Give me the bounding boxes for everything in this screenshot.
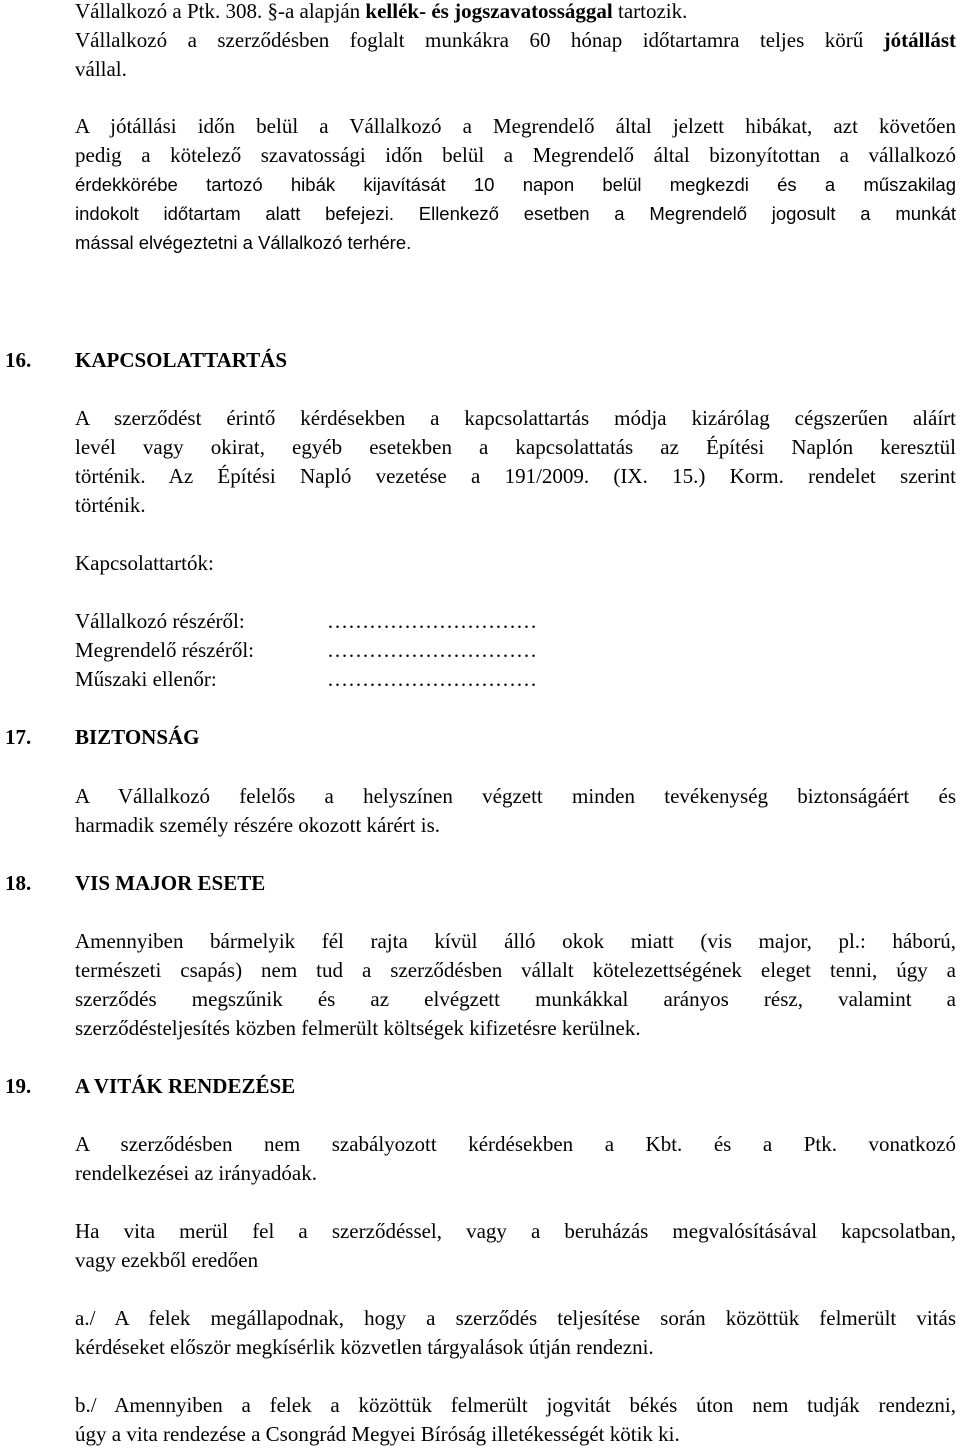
section-16-heading: 16. KAPCSOLATTARTÁS [5,348,288,372]
s19-p2-line-2: vagy ezekből eredően [75,1248,259,1272]
intro-line-2: Vállalkozó a szerződésben foglalt munkákra 60 hónap időtartamra teljes körű jótállást [75,28,956,52]
contact-value-inspector: ………………………… [327,667,537,691]
s16-line-1: A szerződést érintő kérdésekben a kapcsolattartás módja kizárólag cégszerűen aláírt [75,406,956,430]
s18-line-4: szerződésteljesítés közben felmerült költségek kifizetésre kerülnek. [75,1016,641,1040]
section-19-heading: 19. A VITÁK RENDEZÉSE [5,1074,296,1098]
s18-line-1: Amennyiben bármelyik fél rajta kívül álló okok miatt (vis major, pl.: háború, [75,929,956,953]
s19-p3-line-2: kérdéseket először megkísérlik közvetlen tárgyalások útján rendezni. [75,1335,654,1359]
intro-line-1: Vállalkozó a Ptk. 308. §-a alapján kellék- és jogszavatossággal tartozik. [75,0,688,23]
warranty-line-4: indokolt időtartam alatt befejezi. Ellenkező esetben a Megrendelő jogosult a munkát [75,203,956,224]
s18-line-2: természeti csapás) nem tud a szerződésben vállalt kötelezettségének eleget tenni, úgy a [75,958,956,982]
s17-line-1: A Vállalkozó felelős a helyszínen végzett minden tevékenység biztonságáért és [75,784,956,808]
contacts-title: Kapcsolattartók: [75,551,214,575]
section-18-heading: 18. VIS MAJOR ESETE [5,871,266,895]
contact-label-contractor: Vállalkozó részéről: [75,609,245,633]
s19-p1-line-1: A szerződésben nem szabályozott kérdésekben a Kbt. és a Ptk. vonatkozó [75,1132,956,1156]
section-17-heading: 17. BIZTONSÁG [5,725,200,749]
contact-value-client: ………………………… [327,638,537,662]
s17-line-2: harmadik személy részére okozott kárért is. [75,813,441,837]
warranty-line-2: pedig a kötelező szavatossági időn belül a Megrendelő által bizonyítottan a vállalkozó [75,143,956,167]
contact-label-client: Megrendelő részéről: [75,638,255,662]
intro-line-3: vállal. [75,57,127,81]
s19-p4-line-1: b./ Amennyiben a felek a közöttük felmerült jogvitát békés úton nem tudják rendezni, [75,1393,956,1417]
s16-line-3: történik. Az Építési Napló vezetése a 191/2009. (IX. 15.) Korm. rendelet szerint [75,464,956,488]
s19-p2-line-1: Ha vita merül fel a szerződéssel, vagy a beruházás megvalósításával kapcsolatban, [75,1219,956,1243]
warranty-line-1: A jótállási időn belül a Vállalkozó a Megrendelő által jelzett hibákat, azt követően [75,114,956,138]
contact-value-contractor: ………………………… [327,609,537,633]
s16-line-2: levél vagy okirat, egyéb esetekben a kapcsolattatás az Építési Naplón keresztül [75,435,956,459]
s16-line-4: történik. [75,493,146,517]
s18-line-3: szerződés megszűnik és az elvégzett munkákkal arányos rész, valamint a [75,987,956,1011]
warranty-line-3: érdekkörébe tartozó hibák kijavítását 10 napon belül megkezdi és a műszakilag [75,174,956,195]
warranty-line-5: mással elvégeztetni a Vállalkozó terhére. [75,232,412,253]
s19-p3-line-1: a./ A felek megállapodnak, hogy a szerződés teljesítése során közöttük felmerült vitás [75,1306,956,1330]
s19-p4-line-2: úgy a vita rendezése a Csongrád Megyei Bíróság illetékességét kötik ki. [75,1422,680,1446]
s19-p1-line-2: rendelkezései az irányadóak. [75,1161,317,1185]
contact-label-inspector: Műszaki ellenőr: [75,667,217,691]
